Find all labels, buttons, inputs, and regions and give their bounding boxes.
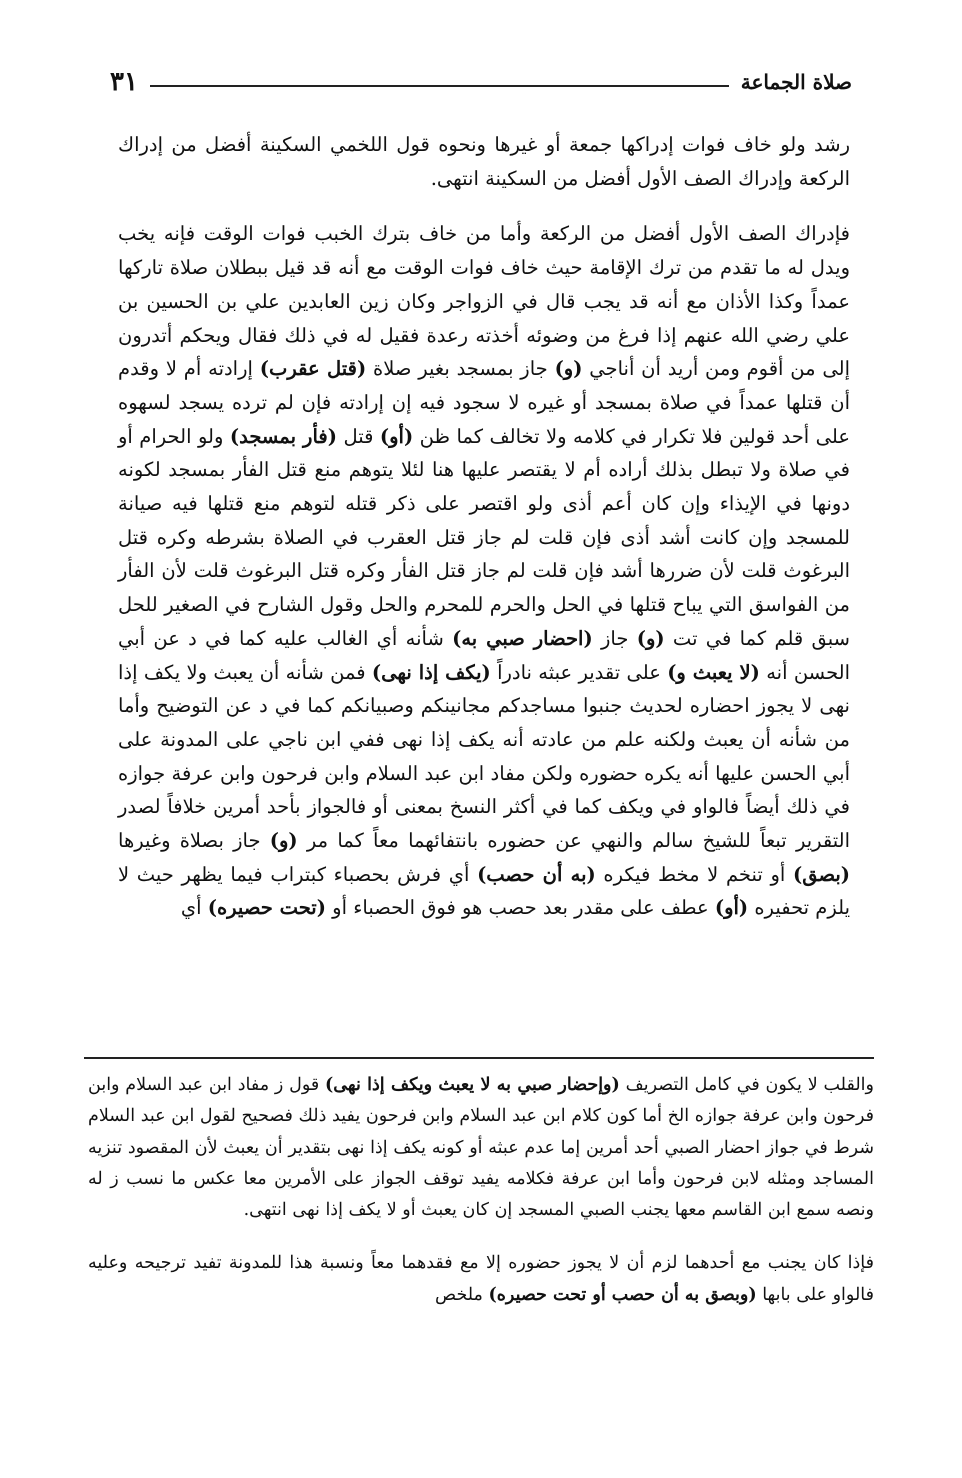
matn-segment: (و) (636, 626, 665, 650)
footnote-paragraph-1 (88, 1070, 874, 1226)
matn-segment: (أو) (714, 896, 749, 920)
text-segment: عطف على مقدر بعد حصب هو فوق الحصباء أو (332, 896, 709, 920)
text-segment: على تقدير عبثه نادراً (497, 660, 661, 684)
paragraph-1: رشد ولو خاف فوات إدراكها جمعة أو غيرها ونحوه قول اللخمي السكينة أفضل من إدراك الركعة وإدراك الصف الأول أفضل من السكينة انتهى. (118, 133, 850, 190)
chapter-title: صلاة الجماعة (740, 70, 852, 94)
text-segment: ولو الحرام أو في صلاة ولا تبطل بذلك أراده أم لا يقتصر عليها هنا لئلا يتوهم منع قتل الفأر بمسجد لكونه دونها في الإيذاء وإن كان أعم أذى ولو اقتصر على ذكر قتله لتوهم منع قتلها فيه صيانة للمسجد وإن كانت أشد أذى فإن قلت لم جاز قتل العقرب في الصلاة بشرطه وكره قتل البرغوث قلت لأن ضررها أشد فإن قلت لم جاز قتل الفأر وكره قتل البرغوث قلت لأن الفأر من الفواسق التي يباح قتلها في الحل والحرم للمحرم والحل وقول الشارح في الصغير للحل سبق قلم كما في تت (118, 424, 851, 650)
text-segment: جاز بصلاة وغيرها (118, 829, 261, 853)
paragraph-2 (118, 217, 850, 925)
text-segment: شأنه أي الغالب عليه كما في د عن أبي الحسن أنه (118, 626, 851, 684)
matn-segment: (به أن حصب) (477, 862, 596, 886)
matn-segment: (احضار صبي به) (452, 626, 593, 650)
footnote-divider (84, 1057, 874, 1059)
matn-segment: (وبصق به أن حصب أو تحت حصيره) (488, 1284, 757, 1305)
text-segment: إرادته أم لا وقدم أن قتلها عمداً في صلاة بمسجد أو غيره لا سجود فيه إن إرادته فإن لم ترده يسجد لسهوه على أحد قولين فلا تكرار في كلامه ولا تخالف كما ظن (118, 357, 850, 448)
text-segment: جاز بمسجد بغير صلاة (373, 357, 548, 381)
text-segment: قتل (343, 424, 374, 448)
page-number: ٣١ (110, 67, 138, 97)
footnotes (88, 1070, 874, 1311)
text-segment: ملخص (435, 1284, 483, 1305)
footnote-paragraph-2 (88, 1248, 874, 1311)
matn-segment: (و) (554, 357, 583, 381)
text-segment: قول ز مفاد ابن عبد السلام وابن فرحون وابن عرفة جوازه الخ أما كون كلام ابن عبد السلام وابن فرحون يفيد ذلك فصحيح لقول ابن عبد السلام شرط في جواز احضار الصبي أحد أمرين إما عدم عبثه أو كونه يكف إذا نهى بتقدير أن يعبث لأن المقصود تنزيه المساجد ومثله لابن فرحون وأما ابن عرفة فكلامه يفيد توقف الجواز على الأمرين معا عكس ما نسب ز له ونصه سمع ابن القاسم معها يجنب الصبي المسجد إن كان يعبث أو لا يكف إذا نهى انتهى. (88, 1075, 874, 1221)
text-segment: أي فرش بحصباء كبتراب فيما يظهر حيث لا يلزم تحفيره (118, 862, 850, 920)
matn-segment: (أو) (379, 424, 414, 448)
text-segment: جاز (601, 626, 629, 650)
matn-segment: (فأر بمسجد) (229, 424, 337, 448)
text-segment: أي (180, 896, 202, 920)
matn-segment: (و) (269, 829, 298, 853)
text-segment: والقلب لا يكون في كامل التصريف (625, 1075, 874, 1095)
text-segment: فإدراك الصف الأول أفضل من الركعة وأما من خاف بترك الخبب فوات الوقت فإنه يخب ويدل له ما تقدم من ترك الإقامة حيث خاف فوات الوقت مع أنه قد قيل ببطلان صلاة تاركها عمداً وكذا الأذان مع أنه قد يجب قال في الزواجر وكان زين العابدين علي بن الحسين بن علي رضي الله عنهم إذا فرغ من وضوئه أخذته رعدة فقيل له في ذلك فقال ويحكم أتدرون إلى من أقوم ومن أريد أن أناجي (118, 222, 851, 381)
main-text (118, 128, 850, 925)
text-segment: فمن شأنه أن يعبث ولا يكف إذا نهى لا يجوز احضاره لحديث جنبوا مساجدكم مجانينكم وصبيانكم كما في د عن التوضيح وأما من شأنه أن يعبث ولكنه علم من عادته أنه يكف إذا نهى ففي ابن ناجي على المدونة على أبي الحسن عليها أنه يكره حضوره ولكن مفاد ابن عبد السلام وابن فرحون وابن عرفة جوازه في ذلك أيضاً فالواو في ويكف كما في أكثر النسخ بمعنى أو فالجواز بأحد أمرين خلافاً لصدر التقرير تبعاً للشيخ سالم والنهي عن حضوره بانتفائهما معاً كما مر (118, 660, 851, 853)
matn-segment: (تحت حصيره) (207, 896, 326, 920)
header-rule (150, 85, 729, 87)
text-segment: أو تنخم لا مخط فيكره (603, 862, 786, 886)
matn-segment: (لا يعبث و) (667, 660, 760, 684)
matn-segment: (بصق) (792, 862, 851, 886)
matn-segment: (يكف إذا نهى) (371, 660, 491, 684)
text-segment: فإذا كان يجنب مع أحدهما لزم أن لا يجوز حضوره إلا مع فقدهما معاً ونسبة هذا للمدونة تفيد ترجيحه وعليه فالواو على بابها (88, 1253, 874, 1305)
page-header (110, 62, 852, 102)
matn-segment: (وإحضار صبي به لا يعبث ويكف إذا نهى) (325, 1075, 620, 1095)
matn-segment: (قتل عقرب) (259, 357, 367, 381)
